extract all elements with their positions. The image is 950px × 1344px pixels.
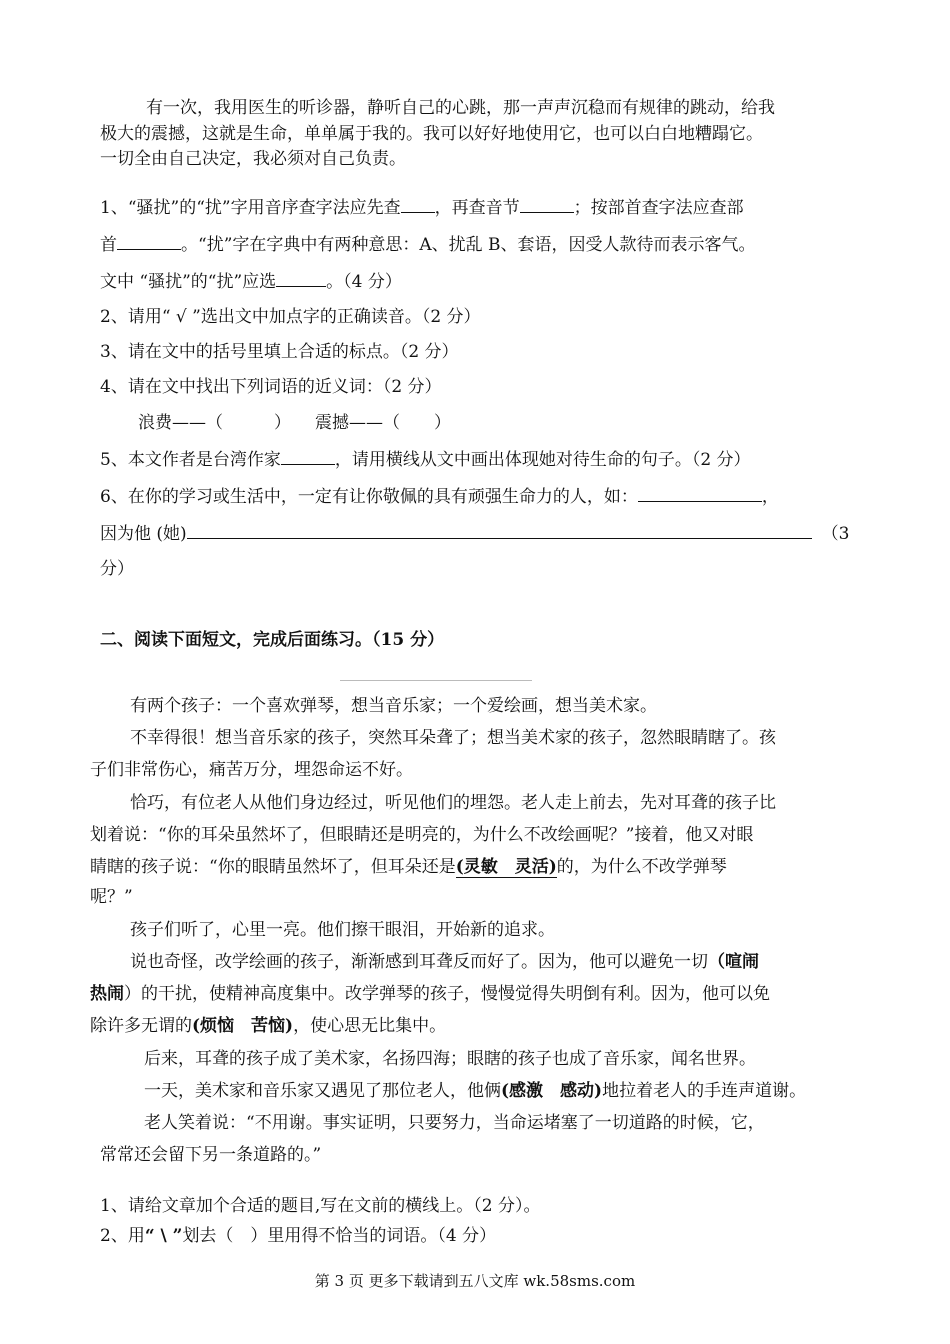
- story-p5-text-d: ，使心思无比集中。: [293, 1016, 447, 1036]
- story-p8-line2: 常常还会留下另一条道路的。”: [100, 1145, 322, 1165]
- q1-blank-radical[interactable]: [117, 234, 181, 250]
- q1-blank-letter[interactable]: [401, 197, 435, 213]
- story-p2-line1: 不幸得很！想当音乐家的孩子，突然耳朵聋了；想当美术家的孩子，忽然眼睛瞎了。孩: [130, 728, 776, 748]
- q5-blank-author[interactable]: [281, 449, 335, 465]
- sub-question-2: [100, 1226, 496, 1246]
- story-p2-line2: 子们非常伤心，痛苦万分，埋怨命运不好。: [90, 760, 413, 780]
- question-5: [100, 449, 751, 470]
- story-p8-line1: 老人笑着说：“不用谢。事实证明，只要努力，当命运堵塞了一切道路的时候，它，: [144, 1113, 765, 1133]
- word-choice-2b[interactable]: 热闹: [90, 984, 124, 1004]
- story-p6: 后来，耳聋的孩子成了美术家，名扬四海；眼瞎的孩子也成了音乐家，闻名世界。: [144, 1049, 756, 1069]
- story-p4: 孩子们听了，心里一亮。他们擦干眼泪，开始新的追求。: [130, 920, 555, 940]
- q1-text-f: 文中 “骚扰”的“扰”应选: [100, 272, 277, 292]
- q6-text-a: 6、在你的学习或生活中，一定有让你敬佩的具有顽强生命力的人，如：: [100, 487, 638, 507]
- q1-text-g: 。（4 分）: [326, 272, 402, 292]
- story-p3-line4: 呢？”: [90, 887, 133, 907]
- q1-text-b: ，再查音节: [434, 198, 520, 218]
- story-p7-text-c: 地拉着老人的手连声道谢。: [602, 1081, 807, 1101]
- story-p7: [144, 1081, 806, 1101]
- word-choice-2a[interactable]: （喧闹: [708, 952, 759, 972]
- story-p3-line1: 恰巧，有位老人从他们身边经过，听见他们的埋怨。老人走上前去，先对耳聋的孩子比: [130, 793, 776, 813]
- story-p5-text-c: 除许多无谓的: [90, 1016, 192, 1036]
- q6-blank-person[interactable]: [638, 486, 762, 502]
- passage1-line1: 有一次，我用医生的听诊器，静听自己的心跳，那一声声沉稳而有规律的跳动，给我: [146, 98, 775, 118]
- sq2-text-c: 划去（ ）里用得不恰当的词语。（4 分）: [182, 1226, 497, 1246]
- page-footer: 第 3 页 更多下载请到五八文库 wk.58sms.com: [314, 1272, 636, 1290]
- title-blank-line[interactable]: [340, 680, 532, 681]
- q4-item-2[interactable]: 震撼——（ ）: [315, 413, 451, 433]
- story-p5-text-a: 说也奇怪，改学绘画的孩子，渐渐感到耳聋反而好了。因为，他可以避免一切: [130, 952, 708, 972]
- sq2-mark: “ \ ”: [144, 1226, 183, 1246]
- word-choice-3[interactable]: (烦恼 苦恼): [192, 1016, 294, 1036]
- sq2-text-a: 2、用: [100, 1226, 145, 1246]
- q5-text-b: ，请用横线从文中画出体现她对待生命的句子。（2 分）: [334, 450, 751, 470]
- question-2: 2、请用“ √ ”选出文中加点字的正确读音。（2 分）: [100, 307, 481, 327]
- question-6-line1: [100, 486, 779, 507]
- question-6-line3: 分）: [100, 559, 134, 579]
- question-4: 4、请在文中找出下列词语的近义词：（2 分）: [100, 377, 442, 397]
- story-p3-line3: [90, 857, 727, 877]
- question-1-line2: [100, 234, 756, 255]
- q1-blank-syllable[interactable]: [520, 197, 574, 213]
- story-p5-line1: [130, 952, 759, 972]
- question-6-line2: [100, 523, 850, 544]
- q1-text-a: 1、“骚扰”的“扰”字用音序查字法应先查: [100, 198, 401, 218]
- story-p7-text-a: 一天，美术家和音乐家又遇见了那位老人，他俩: [144, 1081, 501, 1101]
- q1-blank-meaning[interactable]: [276, 271, 326, 287]
- q4-item-1[interactable]: 浪费——（ ）: [138, 413, 291, 433]
- passage1-line2: 极大的震撼，这就是生命，单单属于我的。我可以好好地使用它，也可以白白地糟蹋它。: [100, 124, 763, 144]
- story-p3-text-a: 睛瞎的孩子说：“你的眼睛虽然坏了，但耳朵还是: [90, 857, 456, 877]
- question-1-line3: [100, 271, 402, 292]
- word-choice-1[interactable]: (灵敏 灵活): [455, 857, 557, 877]
- q1-text-c: ；按部首查字法应查部: [573, 198, 744, 218]
- q6-blank-reason[interactable]: [187, 523, 812, 539]
- story-p1: 有两个孩子：一个喜欢弹琴，想当音乐家；一个爱绘画，想当美术家。: [130, 696, 657, 716]
- story-p3-text-c: 的，为什么不改学弹琴: [556, 857, 727, 877]
- q5-text-a: 5、本文作者是台湾作家: [100, 450, 281, 470]
- sub-question-1: 1、请给文章加个合适的题目,写在文前的横线上。（2 分）。: [100, 1196, 541, 1216]
- story-p5-line2: [90, 984, 770, 1004]
- story-p5-line3: [90, 1016, 446, 1036]
- question-1-line1: [100, 197, 744, 218]
- q6-text-c: 因为他 (她): [100, 524, 187, 544]
- passage1-line3: 一切全由自己决定，我必须对自己负责。: [100, 149, 406, 169]
- word-choice-4[interactable]: (感激 感动): [501, 1081, 603, 1101]
- q6-text-d: （3: [821, 524, 850, 544]
- story-p3-line2: 划着说：“你的耳朵虽然坏了，但眼睛还是明亮的，为什么不改绘画呢？”接着，他又对眼: [90, 825, 754, 845]
- question-3: 3、请在文中的括号里填上合适的标点。（2 分）: [100, 342, 459, 362]
- q1-text-e: 。“扰”字在字典中有两种意思：A、扰乱 B、套语，因受人款待而表示客气。: [181, 235, 756, 255]
- story-p5-text-b: ）的干扰，使精神高度集中。改学弹琴的孩子，慢慢觉得失明倒有利。因为，他可以免: [124, 984, 770, 1004]
- section-2-heading: 二、阅读下面短文，完成后面练习。（15 分）: [100, 630, 445, 650]
- q6-text-b: ，: [761, 487, 779, 507]
- q1-text-d: 首: [100, 235, 117, 255]
